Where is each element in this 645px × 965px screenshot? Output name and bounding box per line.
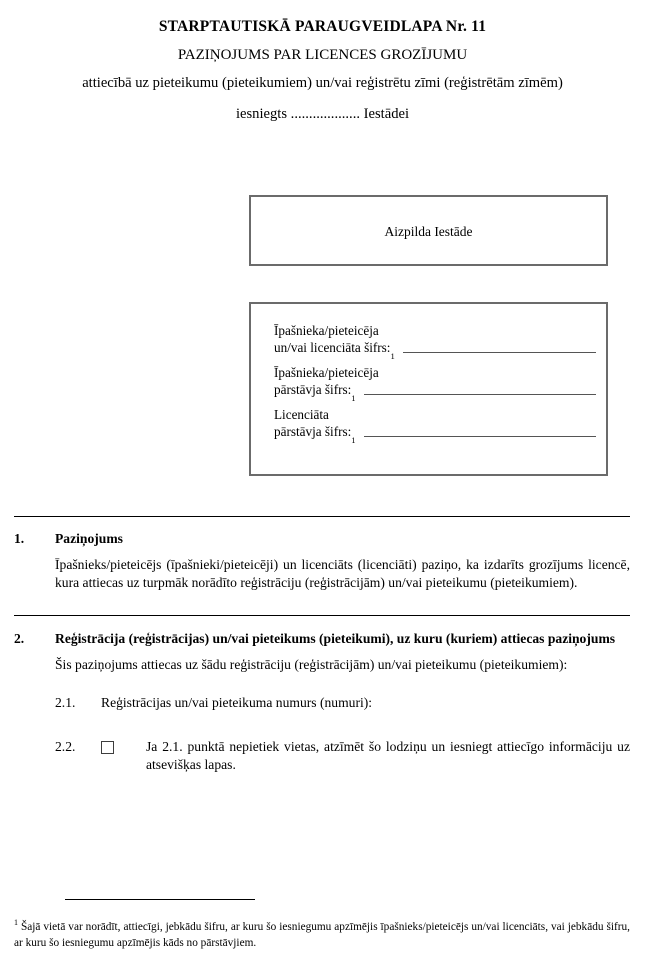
codes-row-list	[274, 323, 596, 449]
subitem-2-1-number: 2.1.	[55, 695, 76, 711]
extra-sheet-checkbox[interactable]	[101, 741, 114, 754]
footnote-text: Šajā vietā var norādīt, attiecīgi, jebkādu šifru, ar kuru šo iesniegumu apzīmējis īpašnieks/pieteicējs un/vai licenciāts, vai jebkādu šifru, ar kuru šo iesniegumu apzīmējis kāds no pārstāvjiem.	[14, 921, 630, 949]
footnote-marker: 1	[14, 918, 18, 928]
code-row	[274, 323, 596, 361]
section-1-heading	[14, 530, 630, 548]
section-2-number: 2.	[14, 631, 25, 646]
code-row-line1: Īpašnieka/pieteicēja	[274, 365, 379, 380]
code-row-line2: pārstāvja šifrs: 1	[274, 424, 596, 441]
code-row-label: un/vai licenciāta šifrs:	[274, 339, 391, 355]
agency-use-label: Aizpilda Iestāde	[384, 224, 473, 239]
code-row	[274, 407, 596, 445]
code-input-line[interactable]	[403, 352, 596, 353]
page-subtitle: PAZIŅOJUMS PAR LICENCES GROZĪJUMU	[177, 46, 468, 63]
codes-box	[249, 302, 608, 476]
page-description: attiecībā uz pieteikumu (pieteikumiem) un/vai reģistrētu zīmi (reģistrētām zīmēm)	[82, 74, 563, 91]
agency-use-box	[249, 195, 608, 266]
code-row	[274, 365, 596, 403]
code-input-line[interactable]	[364, 436, 596, 437]
section-divider-top	[14, 516, 630, 517]
code-row-line1: Īpašnieka/pieteicēja	[274, 323, 379, 338]
code-row-label: pārstāvja šifrs:	[274, 423, 352, 439]
section-1-number: 1.	[14, 531, 25, 546]
subitem-2-2-number: 2.2.	[55, 739, 76, 755]
section-2-heading	[14, 630, 630, 648]
footnote-separator	[65, 899, 255, 900]
document-header	[0, 18, 645, 124]
subitem-2-2-text: Ja 2.1. punktā nepietiek vietas, atzīmēt šo lodziņu un iesniegt attiecīgo informāciju uz atsevišķas lapas.	[146, 739, 630, 773]
code-input-line[interactable]	[364, 394, 596, 395]
code-row-line2: pārstāvja šifrs: 1	[274, 382, 596, 399]
section-2	[14, 630, 630, 774]
footnote	[14, 920, 630, 951]
code-row-label: pārstāvja šifrs:	[274, 381, 352, 397]
section-2-title: Reģistrācija (reģistrācijas) un/vai pieteikums (pieteikumi), uz kuru (kuriem) attiecas paziņojums	[55, 631, 616, 646]
section-1	[14, 530, 630, 592]
subitem-2-1-text: Reģistrācijas un/vai pieteikuma numurs (numuri):	[101, 695, 373, 711]
subitem-2-2	[55, 738, 630, 774]
section-divider-middle	[14, 615, 630, 616]
section-1-body: Īpašnieks/pieteicējs (īpašnieki/pieteicēji) un licenciāts (licenciāti) paziņo, ka izdarīts grozījums licencē, kura attiecas uz turpmāk norādīto reģistrāciju (reģistrācijām) un/vai pieteikumu (pieteikumiem).	[55, 556, 630, 591]
submitted-to-line: iesniegts ................... Iestādei	[235, 106, 410, 123]
code-row-line2: un/vai licenciāta šifrs: 1	[274, 340, 596, 357]
section-1-title: Paziņojums	[55, 531, 123, 546]
section-2-body: Šis paziņojums attiecas uz šādu reģistrāciju (reģistrācijām) un/vai pieteikumu (pieteikumiem):	[55, 656, 568, 672]
code-row-line1: Licenciāta	[274, 407, 329, 422]
subitem-2-1	[55, 694, 630, 712]
page-title: STARPTAUTISKĀ PARAUGVEIDLAPA Nr. 11	[158, 18, 487, 35]
document-page	[0, 18, 645, 965]
